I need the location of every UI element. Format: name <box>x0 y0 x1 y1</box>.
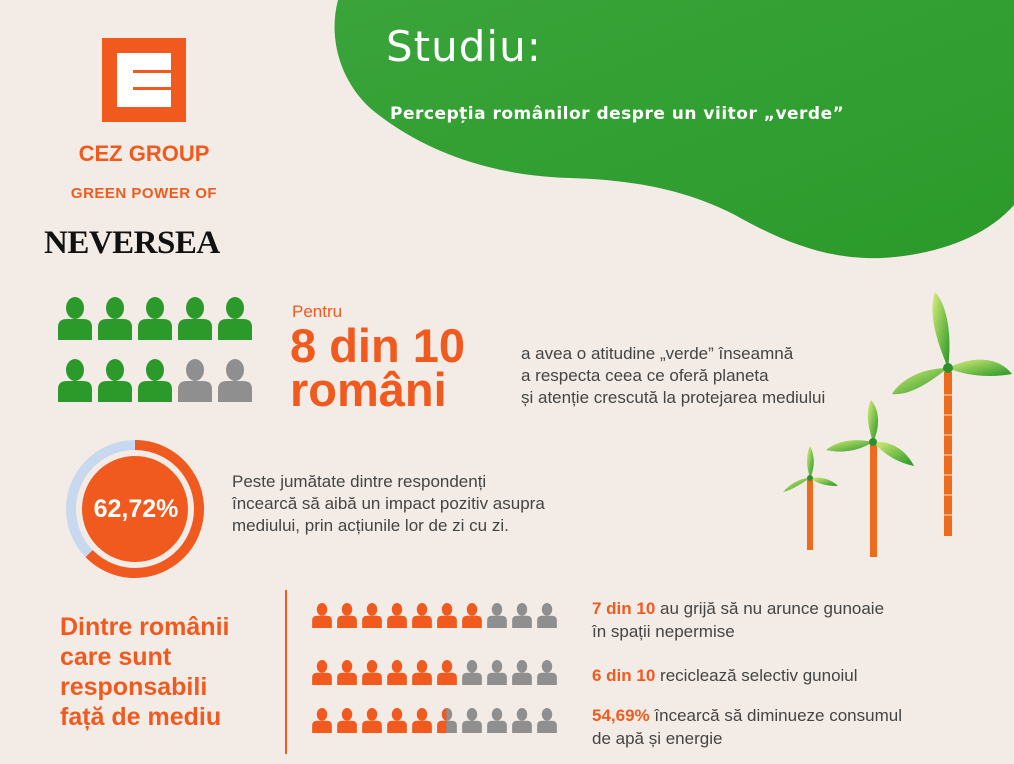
person-icon-orange <box>387 603 407 628</box>
green-stat-value <box>290 319 520 416</box>
person-icon-green <box>218 297 252 340</box>
fact-line: în spații nepermise <box>592 622 735 641</box>
person-icon-green <box>58 359 92 402</box>
fact-line: de apă și energie <box>592 729 723 748</box>
fact-highlight: 6 din 10 <box>592 666 656 685</box>
meaning-line: a respecta ceea ce oferă planeta <box>521 366 769 385</box>
impact-percentage: 62,72% <box>93 495 179 523</box>
fact-text: reciclează selectiv gunoiul <box>660 666 858 685</box>
fact-recycling <box>592 664 858 687</box>
meaning-line: a avea o atitudine „verde” înseamnă <box>521 344 794 363</box>
person-icon-orange <box>337 660 357 685</box>
responsible-title-line: față de mediu <box>60 703 222 731</box>
person-icon-green <box>178 297 212 340</box>
responsible-title <box>60 612 229 732</box>
fact-text: au grijă să nu arunce gunoaie <box>660 599 885 618</box>
person-icon-orange <box>337 708 357 733</box>
person-icon-orange <box>362 660 382 685</box>
person-icon-gray <box>462 708 482 733</box>
person-icon-gray <box>537 603 557 628</box>
person-icon-gray <box>487 660 507 685</box>
green-stat-meaning <box>521 343 825 409</box>
impact-line: Peste jumătate dintre respondenți <box>232 472 487 491</box>
brand-tagline: GREEN POWER OF <box>70 185 218 202</box>
fact-litter <box>592 597 884 643</box>
person-icon-gray <box>537 708 557 733</box>
fact-text: încearcă să diminueze consumul <box>654 706 902 725</box>
person-icon-orange <box>412 708 432 733</box>
person-icon-orange <box>312 660 332 685</box>
fact-highlight: 54,69% <box>592 706 650 725</box>
person-icon-orange <box>387 660 407 685</box>
person-icon-orange <box>462 603 482 628</box>
person-icon-gray <box>462 660 482 685</box>
responsible-title-line: responsabili <box>60 673 208 701</box>
responsible-title-line: Dintre românii <box>60 613 230 641</box>
person-icon-orange <box>362 603 382 628</box>
person-icon-gray <box>218 359 252 402</box>
fact-highlight: 7 din 10 <box>592 599 656 618</box>
person-icon-orange <box>412 660 432 685</box>
person-icon-orange <box>412 603 432 628</box>
person-icon-green <box>98 359 132 402</box>
person-icon-green <box>138 359 172 402</box>
responsible-people-grid <box>312 603 557 733</box>
person-icon-gray <box>512 603 532 628</box>
fact-line <box>592 597 884 620</box>
meaning-line: și atenție crescută la protejarea mediului <box>521 388 826 407</box>
person-icon-green <box>138 297 172 340</box>
person-icon-gray <box>487 708 507 733</box>
impact-line: încearcă să aibă un impact pozitiv asupra <box>232 494 545 513</box>
fact-line <box>592 704 902 727</box>
section-divider <box>285 590 287 754</box>
green-stat-people-grid <box>58 297 252 402</box>
fact-consumption <box>592 704 902 750</box>
person-icon-green <box>58 297 92 340</box>
person-icon-green <box>98 297 132 340</box>
brand-name: CEZ GROUP <box>78 141 210 166</box>
green-stat-line-1: 8 din 10 <box>290 319 466 372</box>
cez-logo-icon <box>102 38 186 122</box>
person-icon-orange <box>337 603 357 628</box>
person-icon-gray <box>487 603 507 628</box>
green-stat-line-2: români <box>290 363 447 416</box>
responsible-title-line: care sunt <box>60 643 172 671</box>
green-stat-intro: Pentru <box>292 302 343 321</box>
person-icon-gray <box>537 660 557 685</box>
partner-wordmark: NEVERSEA <box>44 225 220 261</box>
impact-line: mediului, prin acțiunile lor de zi cu zi. <box>232 516 509 535</box>
person-icon-gray <box>512 660 532 685</box>
person-icon-gray <box>178 359 212 402</box>
person-icon-gray <box>512 708 532 733</box>
person-icon-orange <box>312 708 332 733</box>
person-icon-orange <box>312 603 332 628</box>
fact-line <box>592 664 858 687</box>
person-icon-orange <box>437 603 457 628</box>
person-icon-orange <box>362 708 382 733</box>
impact-description <box>232 471 545 537</box>
wind-turbine-icon <box>783 292 1012 557</box>
person-icon-orange <box>387 708 407 733</box>
page-title: Studiu: <box>386 22 542 71</box>
page-subtitle: Percepția românilor despre un viitor „verde” <box>390 104 845 124</box>
person-icon-orange <box>437 660 457 685</box>
